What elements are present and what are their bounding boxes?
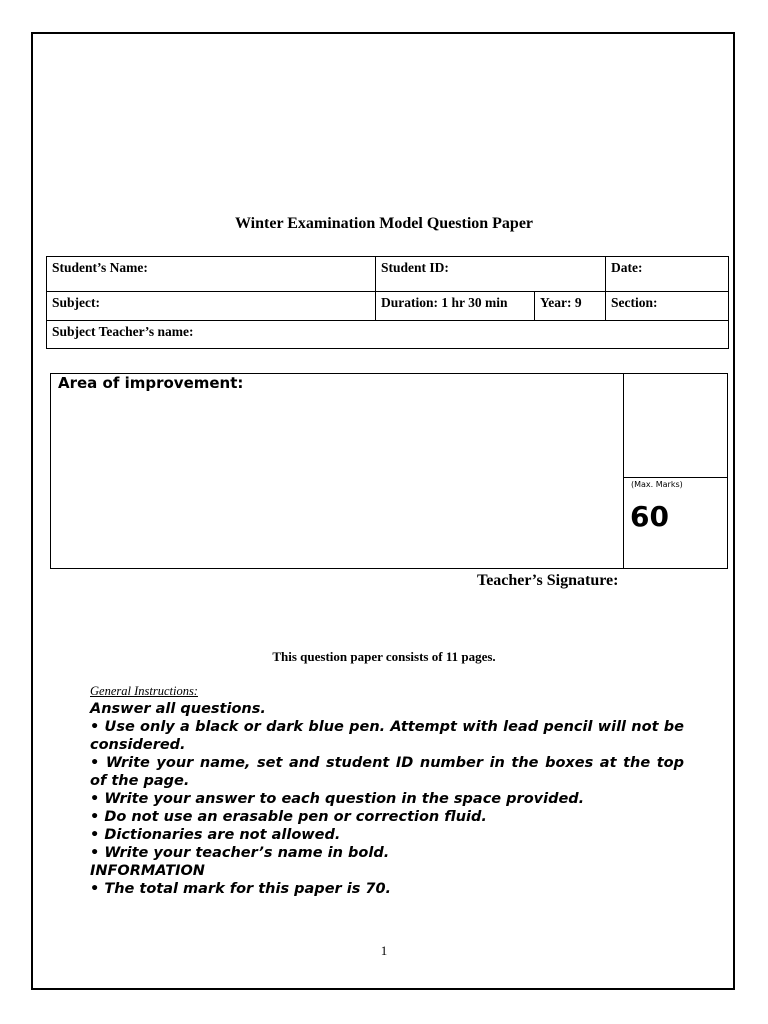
- year-field: Year: 9: [535, 292, 606, 321]
- instructions-list: [90, 700, 684, 898]
- max-marks-value: 60: [630, 500, 669, 533]
- max-marks-label: (Max. Marks): [631, 480, 683, 489]
- teacher-signature-label: Teacher’s Signature:: [477, 572, 619, 589]
- student-id-field[interactable]: Student ID:: [376, 257, 606, 292]
- instruction-item: • The total mark for this paper is 70.: [90, 881, 392, 897]
- area-of-improvement-box[interactable]: [50, 373, 624, 569]
- instruction-item: Answer all questions.: [90, 701, 266, 717]
- subject-field[interactable]: Subject:: [47, 292, 376, 321]
- page-title: Winter Examination Model Question Paper: [234, 215, 534, 232]
- duration-field: Duration: 1 hr 30 min: [376, 292, 535, 321]
- info-row-2: [47, 292, 729, 321]
- general-instructions-heading: General Instructions:: [90, 684, 198, 698]
- instruction-item: • Do not use an erasable pen or correction fluid.: [90, 809, 487, 825]
- date-field[interactable]: Date:: [606, 257, 729, 292]
- teacher-name-field[interactable]: Subject Teacher’s name:: [47, 321, 729, 349]
- page-number: 1: [380, 943, 388, 958]
- pages-note: This question paper consists of 11 pages.: [272, 649, 496, 664]
- student-name-field[interactable]: Student’s Name:: [47, 257, 376, 292]
- area-of-improvement-label: Area of improvement:: [58, 374, 244, 392]
- student-info-table: [46, 256, 729, 349]
- instruction-item: • Write your name, set and student ID number in the boxes at the top of the page.: [90, 755, 684, 789]
- instruction-item: • Dictionaries are not allowed.: [90, 827, 341, 843]
- information-heading: INFORMATION: [90, 863, 205, 879]
- info-row-3: [47, 321, 729, 349]
- marks-box: [623, 373, 728, 569]
- marks-divider: [624, 477, 727, 478]
- section-field[interactable]: Section:: [606, 292, 729, 321]
- instruction-item: • Use only a black or dark blue pen. Attempt with lead pencil will not be considered.: [90, 719, 684, 753]
- info-row-1: [47, 257, 729, 292]
- instruction-item: • Write your teacher’s name in bold.: [90, 845, 390, 861]
- instruction-item: • Write your answer to each question in the space provided.: [90, 791, 585, 807]
